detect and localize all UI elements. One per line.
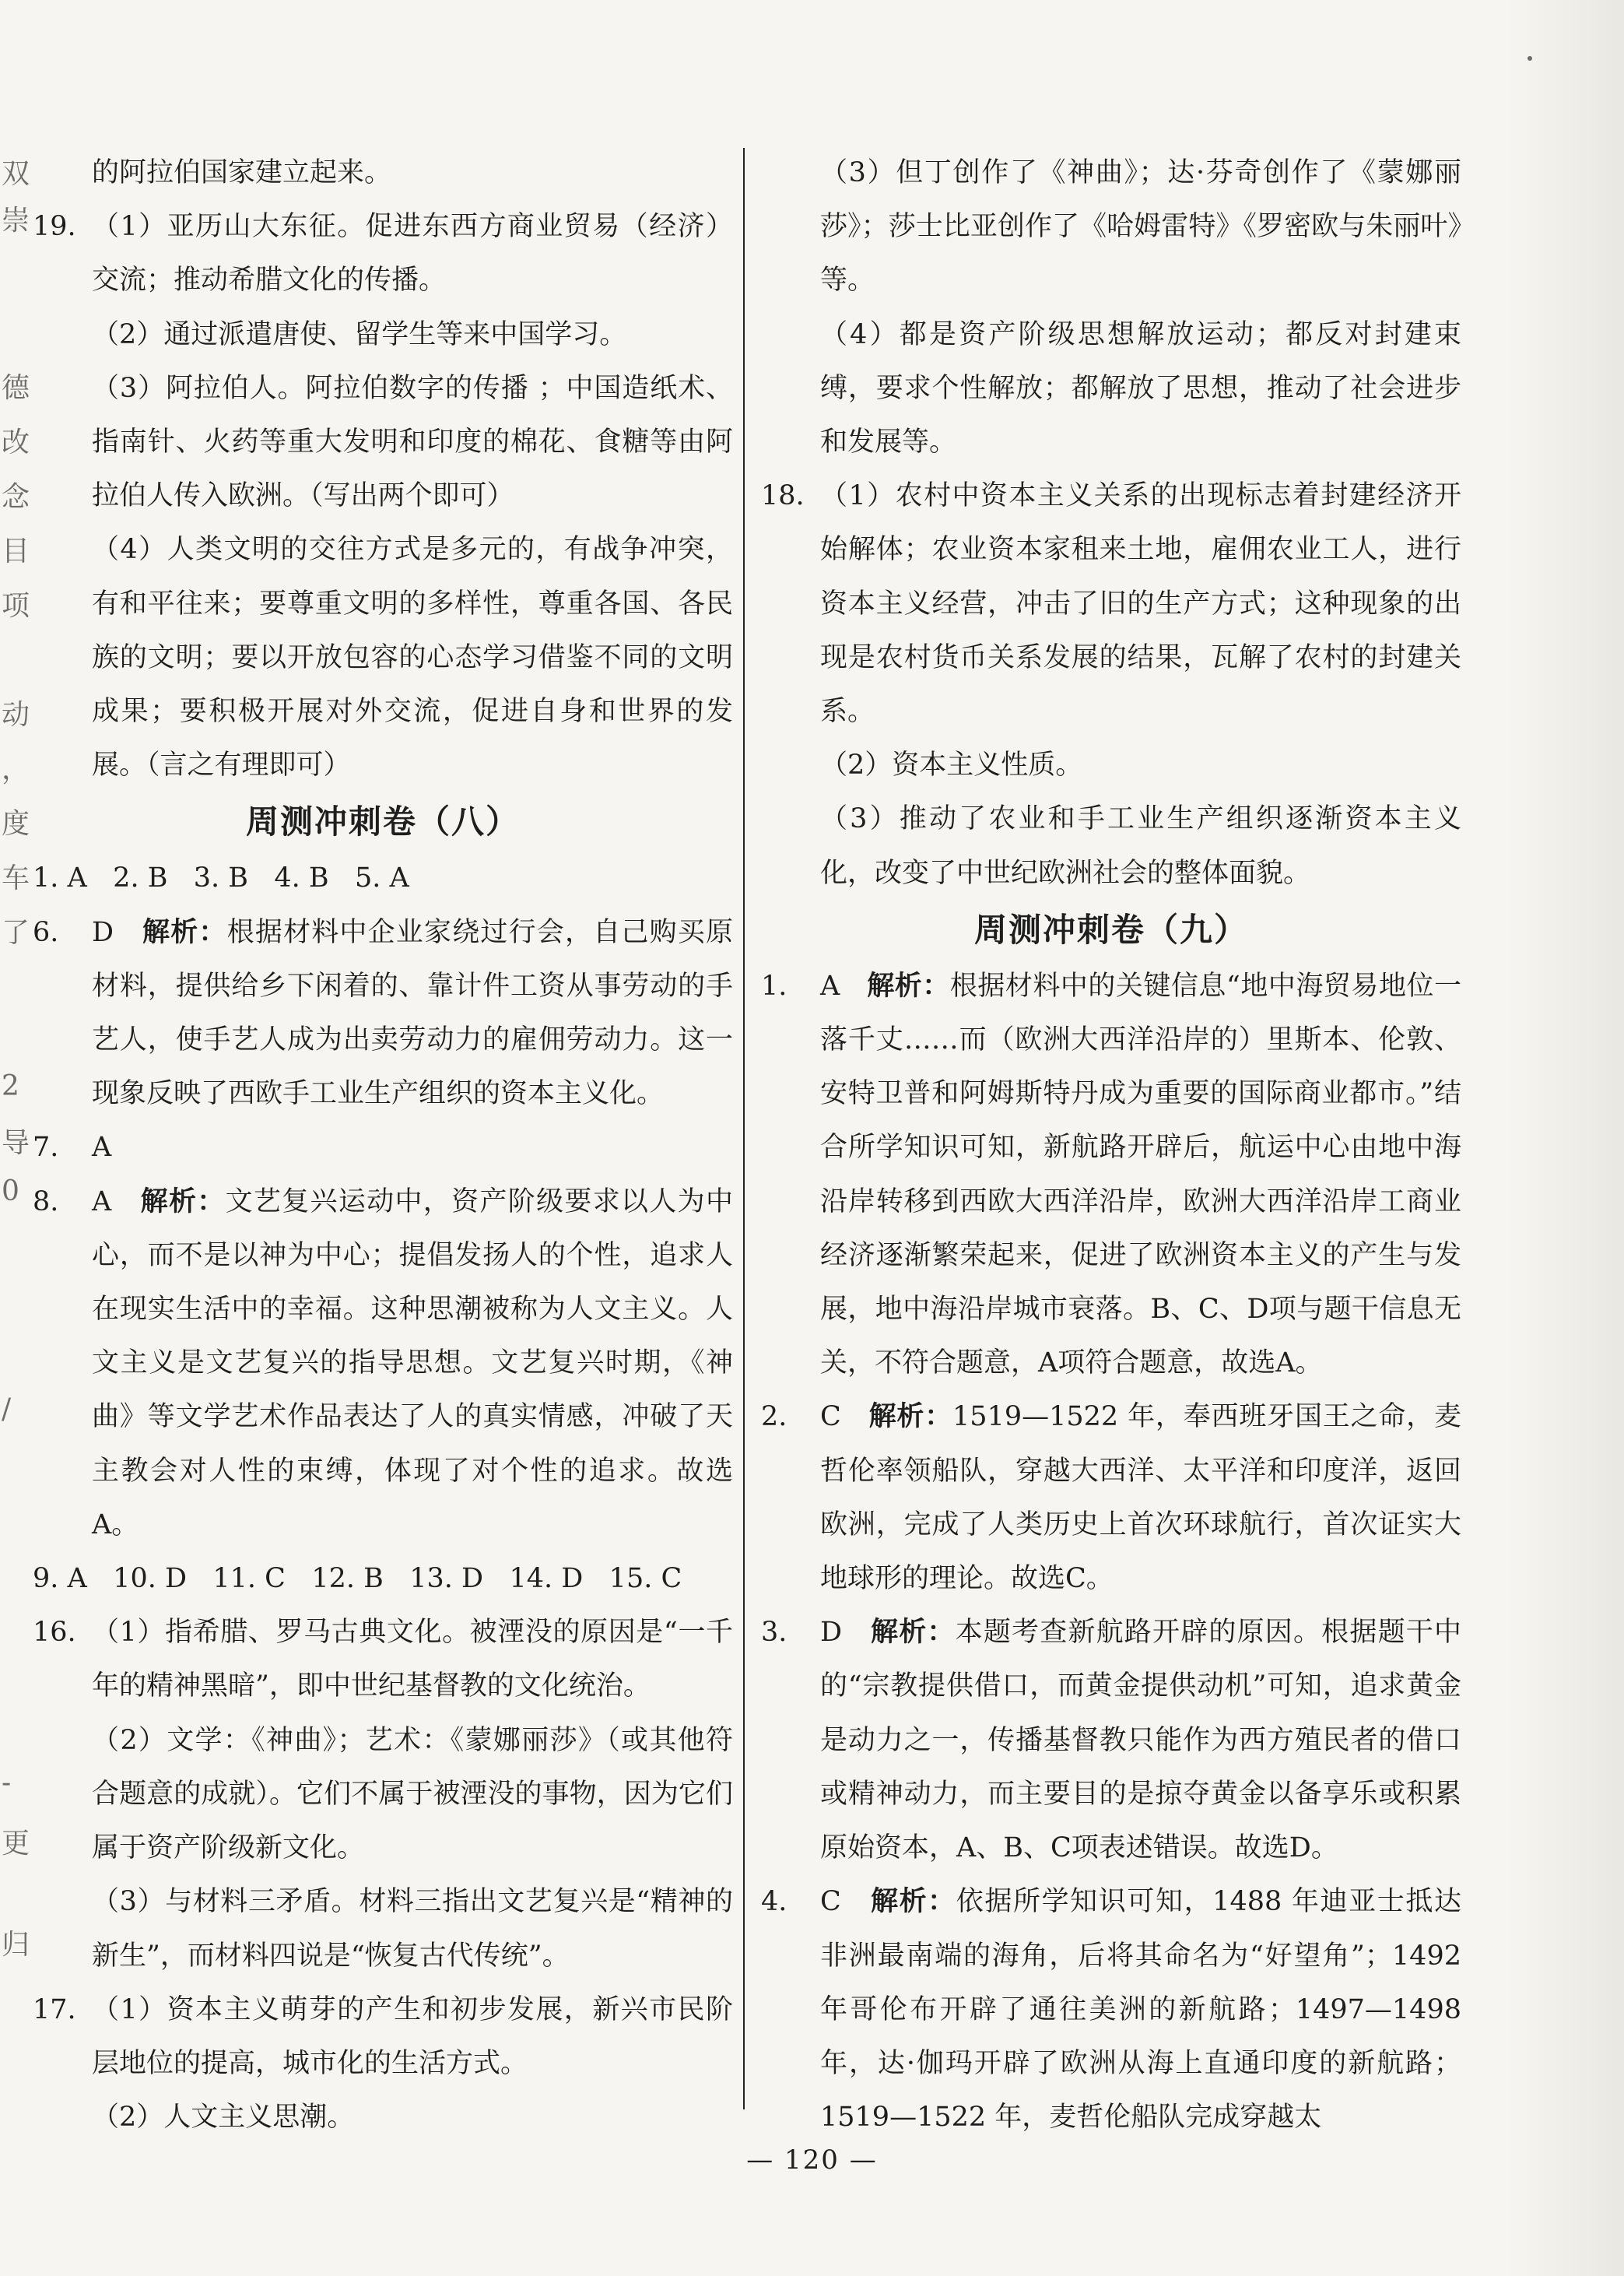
analysis-tag: 解析： (142, 916, 227, 948)
section-heading: 周测冲刺卷（九） (973, 910, 1248, 949)
edge-char: 念 (2, 481, 30, 513)
q1-5 (33, 852, 733, 905)
answer-part: （2）人文主义思潮。 (92, 2102, 355, 2134)
answer-part: （2）通过派遣唐使、留学生等来中国学习。 (92, 318, 627, 350)
analysis-text: 依据所学知识可知，1488 年迪亚士抵达非洲最南端的海角，后将其命名为“好望角”；1492 年哥伦布开辟了通往美洲的新航路；1497—1498 年，达·伽玛开辟了欧洲从海上直通印度的新航路；1519—1522 年，麦哲伦船队完成穿越太 (820, 1886, 1461, 2134)
edge-char: 目 (2, 536, 30, 567)
q18-tail: 的阿拉伯国家建立起来。 (92, 157, 392, 188)
question-number: 18. (761, 480, 805, 512)
edge-char: 德 (2, 372, 30, 404)
answer-part: （3）推动了农业和手工业生产组织逐渐资本主义化，改变了中世纪欧洲社会的整体面貌。 (820, 803, 1461, 889)
edge-char: 导 (2, 1127, 30, 1159)
analysis-text: 1519—1522 年，奉西班牙国王之命，麦哲伦率领船队，穿越大西洋、太平洋和印度洋，返回欧洲，完成了人类历史上首次环球航行，首次证实大地球形的理论。故选C。 (820, 1401, 1461, 1595)
page-shadow (1507, 0, 1624, 2276)
column-divider (743, 148, 745, 2109)
choice-answers: 9. A 10. D 11. C 12. B 13. D 14. D 15. C (33, 1563, 682, 1595)
question-number: 4. (761, 1886, 787, 1918)
q7 (33, 1121, 733, 1175)
edge-char: 度 (2, 808, 30, 840)
edge-char: - (2, 1767, 12, 1799)
question-number: 2. (761, 1401, 787, 1433)
answer-part: （4）人类文明的交往方式是多元的，有战争冲突，有和平往来；要尊重文明的多样性，尊重各国、各民族的文明；要以开放包容的心态学习借鉴不同的文明成果；要积极开展对外交流，促进自身和世界的发展。（言之有理即可） (92, 534, 733, 781)
analysis-tag: 解析： (871, 1617, 956, 1649)
q17 (33, 1983, 733, 2145)
q6 (33, 906, 733, 1122)
edge-char: 归 (2, 1929, 30, 1961)
question-number: 17. (33, 1993, 76, 2025)
answer-part: （2）资本主义性质。 (820, 750, 1083, 781)
right-column (761, 146, 1461, 2144)
analysis-tag: 解析： (870, 1886, 956, 1918)
answer-letter: A (92, 1185, 112, 1217)
answer-part: （1）指希腊、罗马古典文化。被湮没的原因是“一千年的精神黑暗”，即中世纪基督教的文化统治。 (92, 1617, 733, 1702)
answer-part: （1）资本主义萌芽的产生和初步发展，新兴市民阶层地位的提高，城市化的生活方式。 (92, 1993, 733, 2079)
answer-part: （4）都是资产阶级思想解放运动；都反对封建束缚，要求个性解放；都解放了思想，推动了社会进步和发展等。 (820, 318, 1461, 458)
answer-letter: C (820, 1886, 841, 1918)
question-number: 1. (761, 970, 787, 1002)
question-number: 16. (33, 1617, 76, 1649)
edge-char: ， (2, 753, 30, 785)
analysis-text: 根据材料中企业家绕过行会，自己购买原材料，提供给乡下闲着的、靠计件工资从事劳动的手艺人，使手艺人成为出卖劳动力的雇佣劳动力。这一现象反映了西欧手工业生产组织的资本主义化。 (92, 916, 733, 1110)
analysis-tag: 解析： (868, 1401, 953, 1433)
answer-letter: D (820, 1617, 843, 1649)
q3 (761, 1606, 1461, 1875)
edge-char: 改 (2, 427, 30, 458)
analysis-tag: 解析： (140, 1185, 226, 1217)
edge-char: / (2, 1393, 12, 1425)
analysis-text: 文艺复兴运动中，资产阶级要求以人为中心，而不是以神为中心；提倡发扬人的个性，追求人在现实生活中的幸福。这种思潮被称为人文主义。人文主义是文艺复兴的指导思想。文艺复兴时期，《神曲》等文学艺术作品表达了人的真实情感，冲破了天主教会对人性的束缚，体现了对个性的追求。故选A。 (92, 1185, 733, 1540)
q2 (761, 1390, 1461, 1606)
choice-answers: 1. A 2. B 3. B 4. B 5. A (33, 862, 409, 894)
question-number: 8. (33, 1185, 59, 1217)
answer-part: （1）亚历山大东征。促进东西方商业贸易（经济）交流；推动希腊文化的传播。 (92, 211, 733, 297)
q18 (761, 469, 1461, 901)
answer-letter: A (92, 1132, 112, 1164)
answer-letter: A (820, 970, 840, 1002)
answer-part: （1）农村中资本主义关系的出现标志着封建经济开始解体；农业资本家租来土地，雇佣农业工人，进行资本主义经营，冲击了旧的生产方式；这种现象的出现是农村货币关系发展的结果，瓦解了农村的封建关系。 (820, 480, 1461, 728)
edge-char: 0 (2, 1175, 19, 1207)
q9-15 (33, 1552, 733, 1606)
left-edge-fragments (0, 0, 31, 2276)
q8 (33, 1175, 733, 1552)
edge-char: 崇 (2, 205, 30, 237)
q19 (33, 200, 733, 792)
edge-char: 更 (2, 1828, 30, 1860)
left-column (33, 146, 733, 2144)
answer-part: （3）但丁创作了《神曲》；达·芬奇创作了《蒙娜丽莎》；莎士比亚创作了《哈姆雷特》《罗密欧与朱丽叶》等。 (820, 157, 1461, 297)
edge-char: 2 (2, 1070, 19, 1102)
edge-char: 双 (2, 158, 30, 190)
edge-char: 项 (2, 590, 30, 622)
analysis-text: 根据材料中的关键信息“地中海贸易地位一落千丈……而（欧洲大西洋沿岸的）里斯本、伦敦、安特卫普和阿姆斯特丹成为重要的国际商业都市。”结合所学知识可知，新航路开辟后，航运中心由地中海沿岸转移到西欧大西洋沿岸，欧洲大西洋沿岸工商业经济逐渐繁荣起来，促进了欧洲资本主义的产生与发展，地中海沿岸城市衰落。B、C、D项与题干信息无关，不符合题意，A项符合题意，故选A。 (820, 970, 1461, 1379)
answer-part: （3）与材料三矛盾。材料三指出文艺复兴是“精神的新生”，而材料四说是“恢复古代传统”。 (92, 1886, 733, 1972)
edge-char: 动 (2, 699, 30, 731)
question-number: 3. (761, 1617, 787, 1649)
q1 (761, 960, 1461, 1391)
question-number: 7. (33, 1132, 59, 1164)
q17-continued (761, 146, 1461, 469)
question-number: 19. (33, 211, 76, 243)
question-number: 6. (33, 916, 59, 948)
analysis-tag: 解析： (867, 970, 950, 1002)
q16 (33, 1606, 733, 1983)
answer-letter: D (92, 916, 114, 948)
page-number: — 120 — (746, 2144, 878, 2176)
edge-char: 了 (2, 917, 30, 949)
edge-char: 车 (2, 862, 30, 894)
answer-part: （2）文学：《神曲》；艺术：《蒙娜丽莎》（或其他符合题意的成就）。它们不属于被湮没的事物，因为它们属于资产阶级新文化。 (92, 1724, 733, 1864)
analysis-text: 本题考查新航路开辟的原因。根据题干中的“宗教提供借口，而黄金提供动机”可知，追求黄金是动力之一，传播基督教只能作为西方殖民者的借口或精神动力，而主要目的是掠夺黄金以备享乐或积累原始资本，A、B、C项表述错误。故选D。 (820, 1617, 1461, 1864)
q4 (761, 1875, 1461, 2144)
answer-part: （3）阿拉伯人。阿拉伯数字的传播 ；中国造纸术、指南针、火药等重大发明和印度的棉花、食糖等由阿拉伯人传入欧洲。（写出两个即可） (92, 372, 733, 512)
answer-letter: C (820, 1401, 841, 1433)
section-heading: 周测冲刺卷（八） (245, 803, 520, 841)
